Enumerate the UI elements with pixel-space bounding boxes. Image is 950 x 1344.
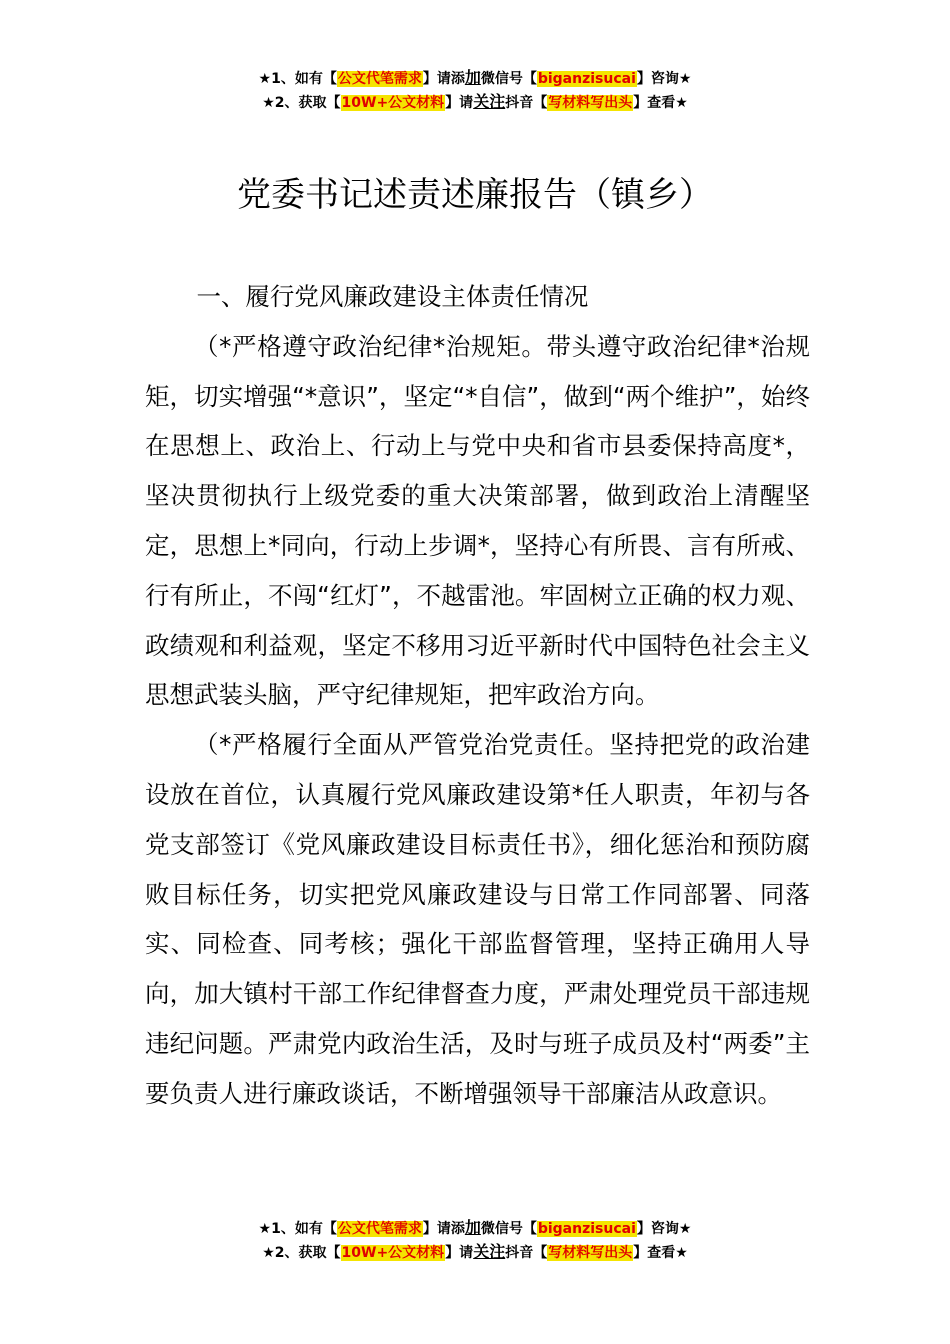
promo-text: 】请添 — [422, 1221, 465, 1237]
promo-underline: 加 — [464, 1218, 481, 1237]
promo-line-1 — [0, 1216, 950, 1240]
section-heading: 一、履行党风廉政建设主体责任情况 — [196, 282, 589, 311]
promo-text: 】请 — [445, 1245, 474, 1261]
promo-text: 抖音【 — [505, 95, 548, 111]
promo-text: 】咨询★ — [636, 1221, 692, 1237]
promo-underline: 关注 — [473, 92, 506, 111]
promo-header — [0, 66, 950, 114]
promo-text: 】查看★ — [633, 95, 688, 111]
promo-text: 微信号【 — [480, 1221, 537, 1237]
promo-highlight: biganzisucai — [537, 1221, 636, 1237]
promo-highlight: biganzisucai — [537, 71, 636, 87]
document-title: 党委书记述责述廉报告（镇乡） — [237, 175, 713, 215]
paragraph: （*严格遵守政治纪律*治规矩。带头遵守政治纪律*治规矩，切实增强“*意识”，坚定“*自信”，做到“两个维护”，始终在思想上、政治上、行动上与党中央和省市县委保持高度*，坚决贯彻执行上级党委的重大决策部署，做到政治上清醒坚定，思想上*同向，行动上步调*，坚持心有所畏、言有所戒、行有所止，不闯“红灯”，不越雷池。牢固树立正确的权力观、政绩观和利益观，坚定不移用习近平新时代中国特色社会主义思想武装头脑，严守纪律规矩，把牢政治方向。 — [145, 331, 810, 710]
promo-highlight: 10W+公文材料 — [341, 1245, 445, 1261]
promo-footer — [0, 1216, 950, 1264]
promo-highlight: 写材料写出头 — [548, 95, 633, 111]
promo-line-2 — [0, 90, 950, 114]
promo-text: ★1、如有【 — [258, 71, 337, 87]
promo-highlight: 10W+公文材料 — [341, 95, 445, 111]
promo-line-1 — [0, 66, 950, 90]
promo-highlight: 公文代笔需求 — [337, 1221, 422, 1237]
promo-text: ★1、如有【 — [258, 1221, 337, 1237]
paragraph: （*严格履行全面从严管党治党责任。坚持把党的政治建设放在首位，认真履行党风廉政建设第*任人职责，年初与各党支部签订《党风廉政建设目标责任书》，细化惩治和预防腐败目标任务，切实把党风廉政建设与日常工作同部署、同落实、同检查、同考核；强化干部监督管理，坚持正确用人导向，加大镇村干部工作纪律督查力度，严肃处理党员干部违规违纪问题。严肃党内政治生活，及时与班子成员及村“两委”主要负责人进行廉政谈话，不断增强领导干部廉洁从政意识。 — [145, 730, 810, 1108]
promo-highlight: 公文代笔需求 — [337, 71, 422, 87]
promo-line-2 — [0, 1240, 950, 1264]
promo-underline: 加 — [464, 68, 481, 87]
promo-underline: 关注 — [473, 1242, 506, 1261]
promo-text: 微信号【 — [480, 71, 537, 87]
promo-text: 抖音【 — [505, 1245, 548, 1261]
promo-text: 】请 — [445, 95, 474, 111]
document-body — [145, 272, 810, 1119]
promo-text: ★2、获取【 — [262, 95, 341, 111]
promo-text: 】请添 — [422, 71, 465, 87]
promo-highlight: 写材料写出头 — [548, 1245, 633, 1261]
promo-text: ★2、获取【 — [262, 1245, 341, 1261]
promo-text: 】查看★ — [633, 1245, 688, 1261]
promo-text: 】咨询★ — [636, 71, 692, 87]
